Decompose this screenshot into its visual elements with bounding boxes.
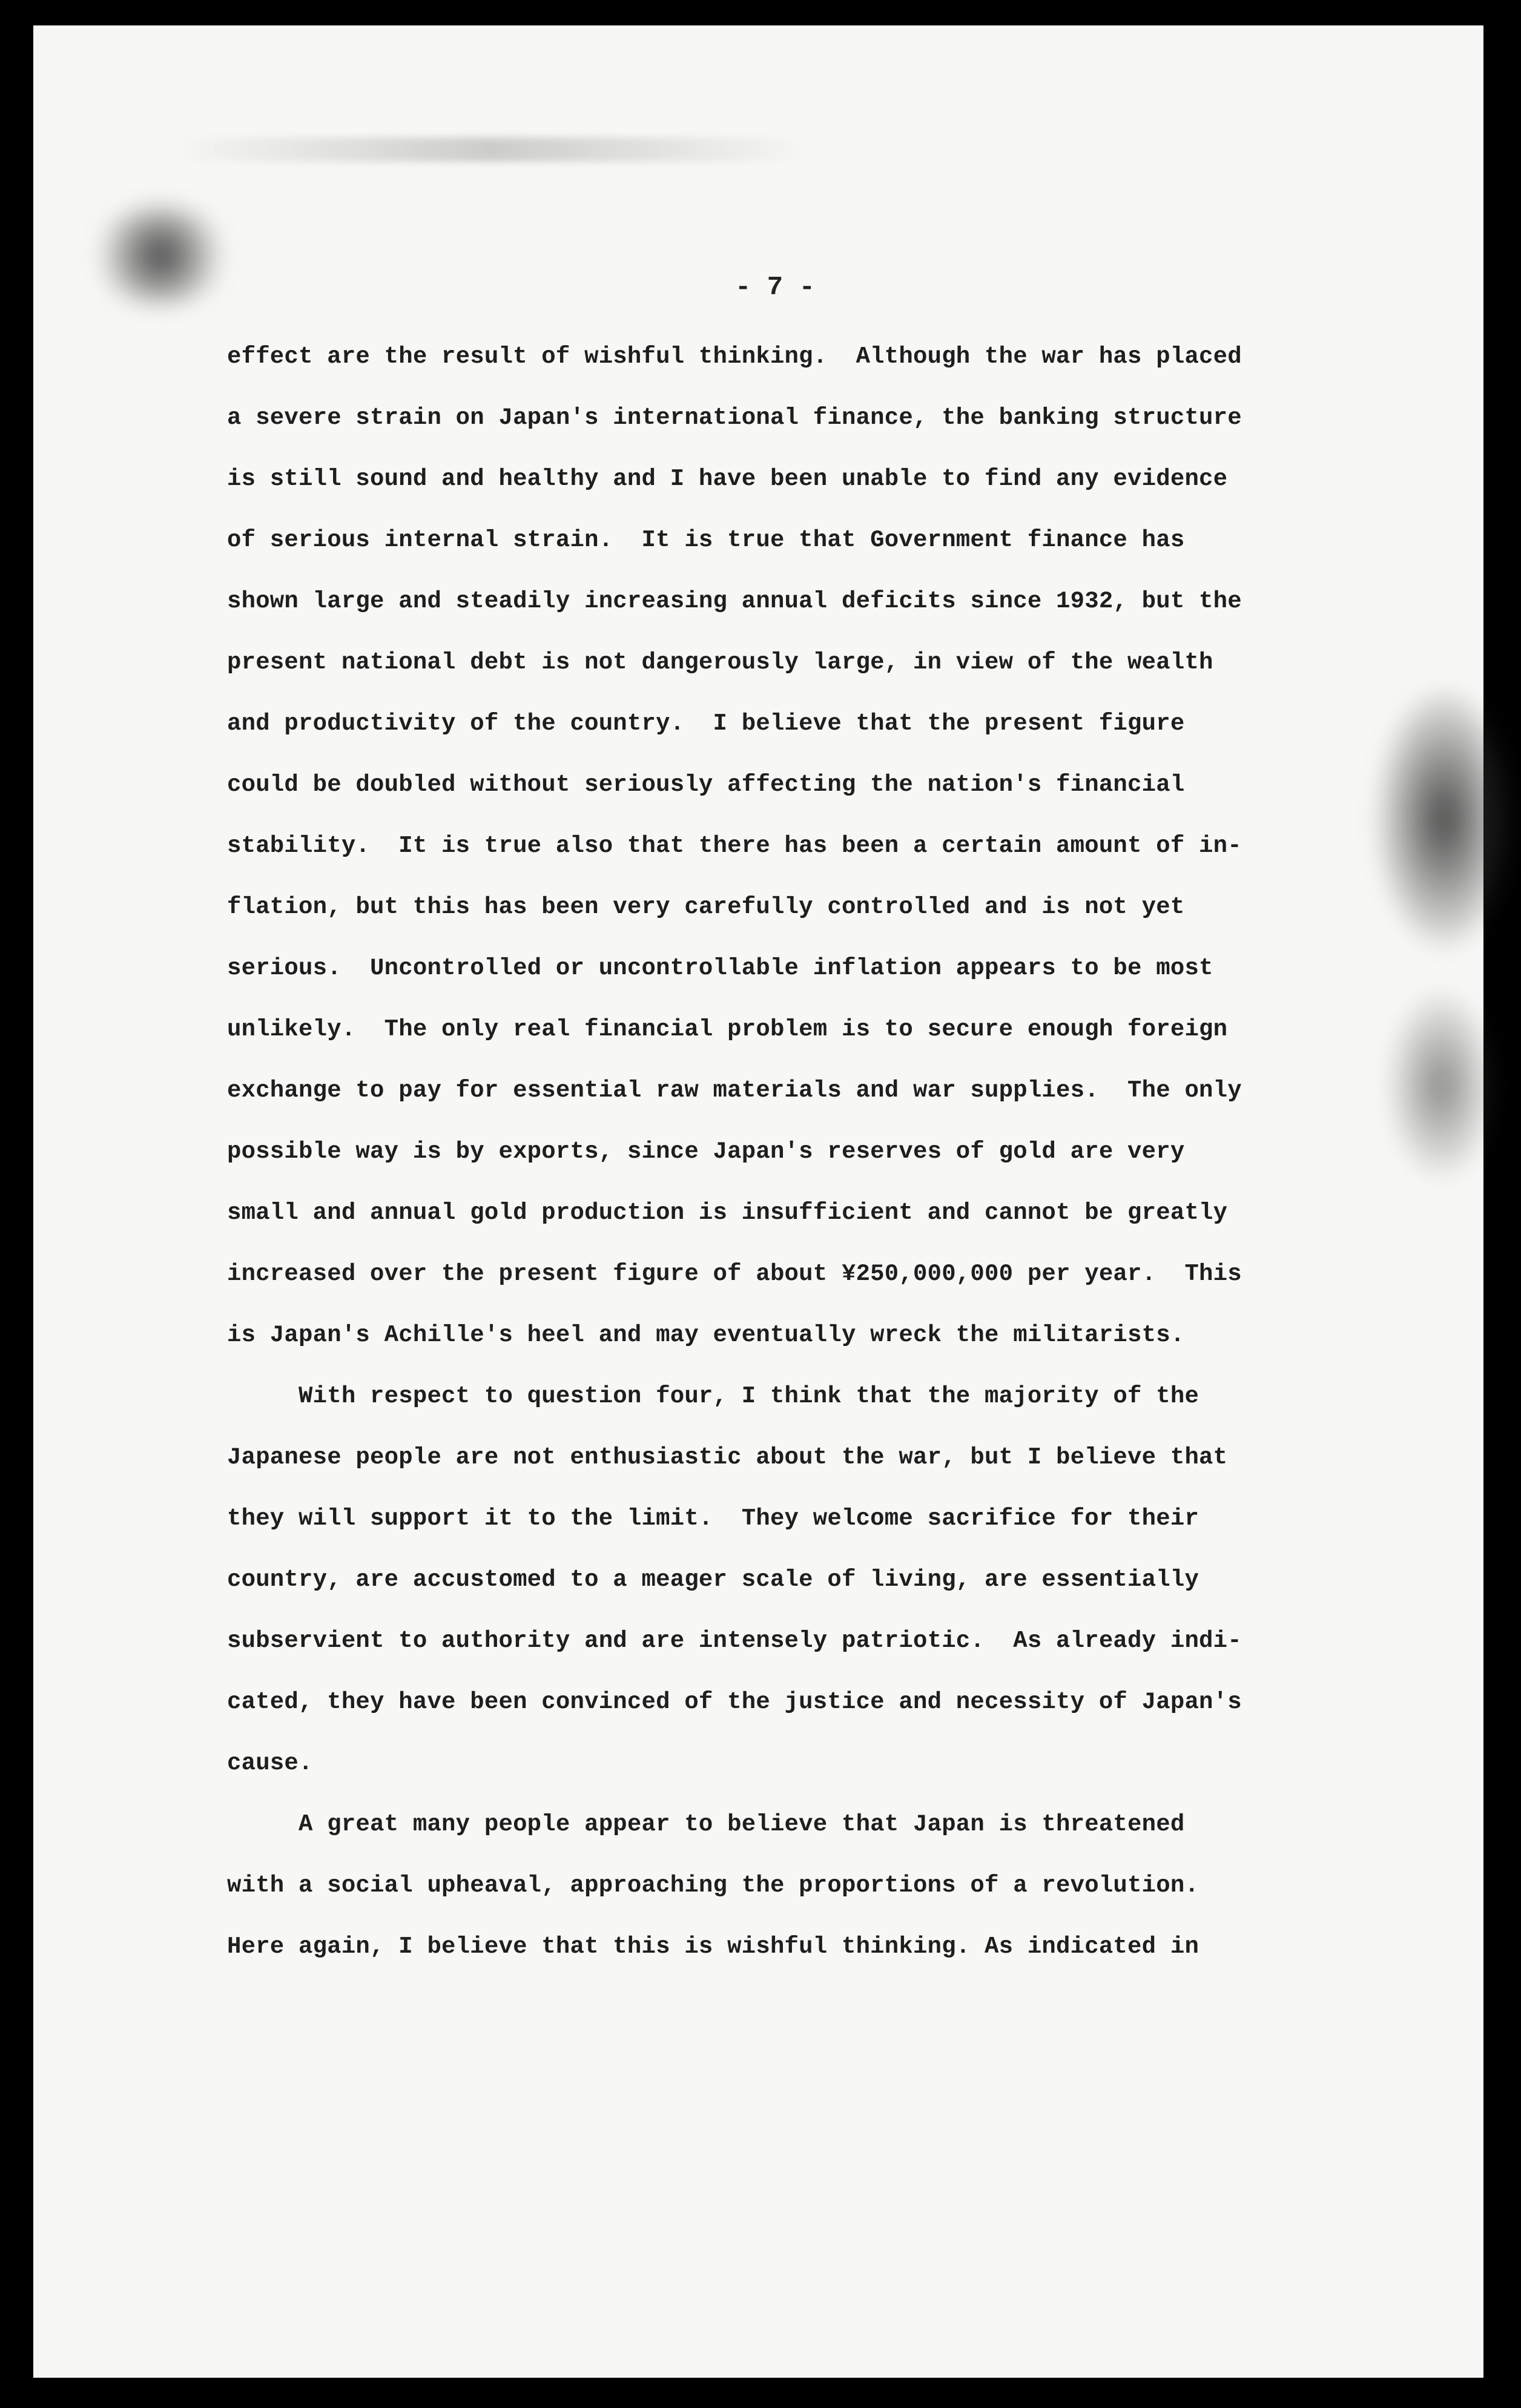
text-line: cause. — [227, 1750, 313, 1776]
text-line: effect are the result of wishful thinking. Although the war has placed — [227, 343, 1242, 370]
text-line: exchange to pay for essential raw materials and war supplies. The only — [227, 1077, 1242, 1104]
text-line: With respect to question four, I think that the majority of the — [227, 1383, 1199, 1410]
scan-smudge-right — [1377, 691, 1511, 946]
text-line: and productivity of the country. I believe that the present figure — [227, 710, 1185, 737]
document-body — [227, 339, 1329, 1990]
text-line: cated, they have been convinced of the justice and necessity of Japan's — [227, 1689, 1242, 1715]
scan-smudge-top-left — [91, 207, 230, 304]
text-line: could be doubled without seriously affecting the nation's financial — [227, 771, 1185, 798]
text-line: unlikely. The only real financial problem is to secure enough foreign — [227, 1016, 1228, 1043]
text-line: Japanese people are not enthusiastic about the war, but I believe that — [227, 1444, 1228, 1471]
text-line: they will support it to the limit. They welcome sacrifice for their — [227, 1505, 1199, 1532]
text-line: possible way is by exports, since Japan's reserves of gold are very — [227, 1138, 1185, 1165]
page-number: - 7 - — [734, 272, 816, 303]
scan-smudge-right-lower — [1390, 994, 1493, 1176]
text-line: a severe strain on Japan's international finance, the banking structure — [227, 404, 1242, 431]
text-line: flation, but this has been very carefully controlled and is not yet — [227, 894, 1185, 920]
text-line: with a social upheaval, approaching the proportions of a revolution. — [227, 1872, 1199, 1899]
text-line: of serious internal strain. It is true that Government finance has — [227, 527, 1185, 553]
text-line: serious. Uncontrolled or uncontrollable inflation appears to be most — [227, 955, 1213, 981]
text-line: stability. It is true also that there has been a certain amount of in- — [227, 833, 1242, 859]
text-line: increased over the present figure of about ¥250,000,000 per year. This — [227, 1261, 1242, 1287]
paragraph-2 — [227, 1379, 1329, 1807]
text-line: country, are accustomed to a meager scale of living, are essentially — [227, 1566, 1199, 1593]
text-line: present national debt is not dangerously large, in view of the wealth — [227, 649, 1213, 676]
scan-smudge-top — [173, 137, 808, 162]
text-line: is still sound and healthy and I have been unable to find any evidence — [227, 466, 1228, 492]
text-line: subservient to authority and are intensely patriotic. As already indi- — [227, 1628, 1242, 1654]
text-line: is Japan's Achille's heel and may eventually wreck the militarists. — [227, 1322, 1185, 1348]
paragraph-3 — [227, 1807, 1329, 1990]
text-line: shown large and steadily increasing annual deficits since 1932, but the — [227, 588, 1242, 615]
text-line: A great many people appear to believe that Japan is threatened — [227, 1811, 1185, 1838]
text-line: Here again, I believe that this is wishful thinking. As indicated in — [227, 1933, 1199, 1960]
paragraph-1 — [227, 339, 1329, 1379]
text-line: small and annual gold production is insufficient and cannot be greatly — [227, 1199, 1228, 1226]
